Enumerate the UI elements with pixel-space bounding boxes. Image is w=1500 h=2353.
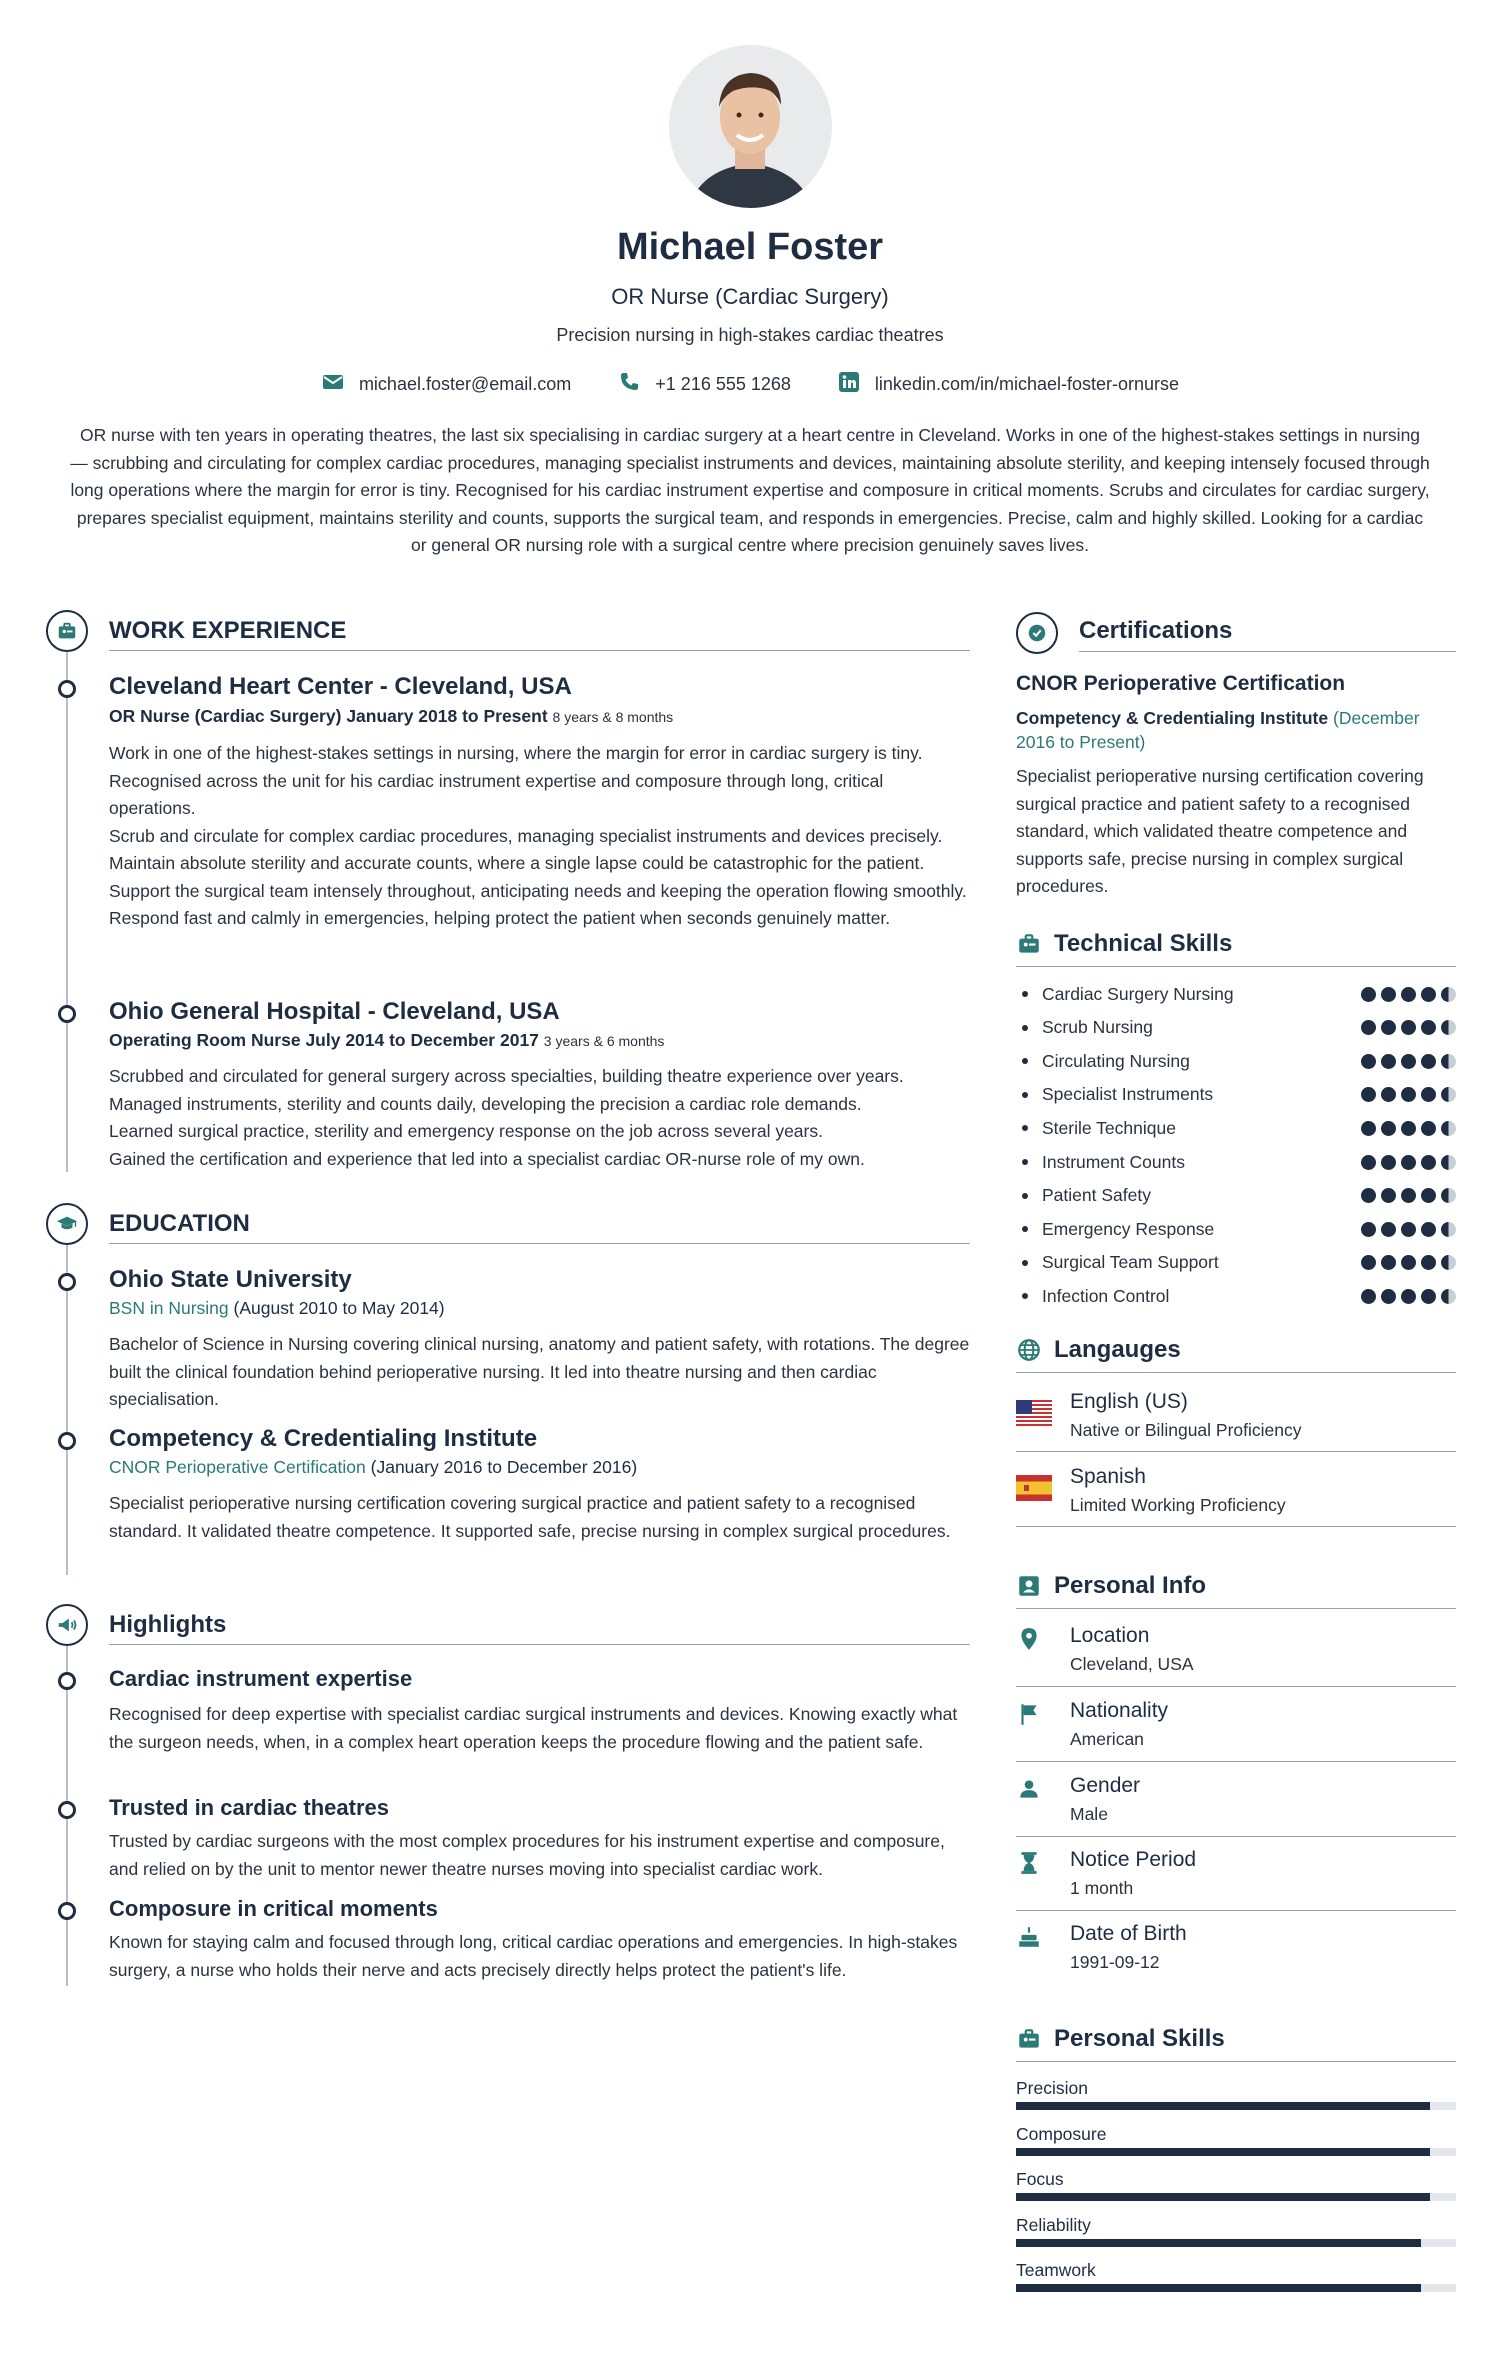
rating-dot xyxy=(1361,1121,1376,1136)
language-name: English (US) xyxy=(1070,1390,1188,1413)
technical-skill-row xyxy=(1016,982,1456,1006)
technical-skill-row xyxy=(1016,1049,1456,1073)
education-degree: BSN in Nursing xyxy=(109,1298,229,1318)
technical-skill-label: Circulating Nursing xyxy=(1042,1050,1190,1071)
rating-dot xyxy=(1441,1188,1456,1203)
technical-skill-label: Scrub Nursing xyxy=(1042,1017,1153,1038)
technical-skill-label: Cardiac Surgery Nursing xyxy=(1042,983,1234,1004)
job-bullet: Maintain absolute sterility and accurate counts, where a single lapse could be catastrophic for the patient. xyxy=(109,853,925,873)
certification-dates: (December 2016 to Present) xyxy=(1016,708,1420,752)
highlight-title: Composure in critical moments xyxy=(109,1896,438,1921)
phone-icon xyxy=(617,370,641,399)
personal-skill-label: Composure xyxy=(1016,2123,1107,2144)
rating-dot xyxy=(1381,1222,1396,1237)
bullet xyxy=(1022,1058,1028,1064)
rating-dot xyxy=(1401,1121,1416,1136)
spain-flag xyxy=(1016,1475,1052,1501)
skill-rating xyxy=(1361,987,1456,1002)
email-text[interactable]: michael.foster@email.com xyxy=(358,374,572,394)
bullet xyxy=(1022,1092,1028,1098)
job-bullet: Support the surgical team intensely throughout, anticipating needs and keeping the operation flowing smoothly. xyxy=(109,880,967,901)
contact-linkedin[interactable] xyxy=(837,370,1179,399)
rating-dot xyxy=(1401,1054,1416,1069)
rating-dot xyxy=(1421,1255,1436,1270)
job-company: Cleveland Heart Center - Cleveland, USA xyxy=(109,673,572,700)
personal-info-rule xyxy=(1016,1608,1456,1609)
personal-info-label: Notice Period xyxy=(1070,1848,1197,1871)
personal-info-label: Nationality xyxy=(1070,1699,1169,1722)
job-subline xyxy=(109,1030,664,1051)
technical-skill-label: Patient Safety xyxy=(1042,1185,1151,1206)
rating-dot xyxy=(1401,1087,1416,1102)
personal-skill-bar xyxy=(1016,2284,1456,2292)
job-duration: 3 years & 6 months xyxy=(543,1033,665,1049)
email-icon xyxy=(321,370,345,399)
language-level: Limited Working Proficiency xyxy=(1070,1495,1286,1515)
certification-issuer xyxy=(1016,706,1456,754)
contact-card-icon xyxy=(1016,1573,1042,1599)
phone-text[interactable]: +1 216 555 1268 xyxy=(655,374,791,394)
work-experience-heading: WORK EXPERIENCE xyxy=(109,617,347,644)
certification-name: CNOR Perioperative Certification xyxy=(1016,672,1346,695)
technical-skill-label: Infection Control xyxy=(1042,1285,1170,1306)
location-pin-icon xyxy=(1016,1626,1042,1652)
technical-skill-label: Instrument Counts xyxy=(1042,1151,1185,1172)
rating-dot xyxy=(1361,987,1376,1002)
rating-dot xyxy=(1401,1255,1416,1270)
divider xyxy=(1016,1836,1456,1837)
job-role: OR Nurse (Cardiac Surgery) xyxy=(109,706,342,726)
certification-description: Specialist perioperative nursing certification covering surgical practice and patient safety to a recognised standard, which validated theatre competence and supports safe, precise nursing in complex surgical procedures. xyxy=(1016,766,1424,896)
rating-dot xyxy=(1441,1255,1456,1270)
rating-dot xyxy=(1361,1255,1376,1270)
certifications-rule xyxy=(1079,651,1456,652)
work-experience-rule xyxy=(109,650,970,651)
job-role: Operating Room Nurse xyxy=(109,1030,301,1050)
technical-skill-label: Specialist Instruments xyxy=(1042,1084,1214,1105)
personal-skill-bar xyxy=(1016,2102,1456,2110)
personal-info-label: Date of Birth xyxy=(1070,1922,1187,1945)
personal-skill-bar xyxy=(1016,2148,1456,2156)
personal-info-value: American xyxy=(1070,1729,1144,1749)
personal-skill-label: Precision xyxy=(1016,2078,1088,2098)
personal-info-value: Cleveland, USA xyxy=(1070,1654,1194,1674)
skill-rating xyxy=(1361,1020,1456,1035)
job-title: OR Nurse (Cardiac Surgery) xyxy=(611,284,889,309)
languages-rule xyxy=(1016,1372,1456,1373)
timeline-dot xyxy=(58,1273,76,1291)
flag-icon xyxy=(1016,1701,1042,1727)
rating-dot xyxy=(1361,1020,1376,1035)
education-heading: EDUCATION xyxy=(109,1210,250,1237)
skill-rating xyxy=(1361,1289,1456,1304)
divider xyxy=(1016,1451,1456,1452)
skill-rating xyxy=(1361,1222,1456,1237)
rating-dot xyxy=(1421,1289,1436,1304)
bullet xyxy=(1022,1025,1028,1031)
technical-skill-row xyxy=(1016,1016,1456,1040)
technical-skills-heading: Technical Skills xyxy=(1054,930,1233,957)
rating-dot xyxy=(1381,1255,1396,1270)
rating-dot xyxy=(1361,1289,1376,1304)
rating-dot xyxy=(1381,1020,1396,1035)
job-dates: July 2014 to December 2017 xyxy=(305,1030,539,1050)
timeline-dot xyxy=(58,1801,76,1819)
contact-email[interactable] xyxy=(321,370,571,399)
rating-dot xyxy=(1441,1222,1456,1237)
job-description xyxy=(109,1063,970,1173)
highlight-title: Trusted in cardiac theatres xyxy=(109,1795,389,1820)
job-bullet: Gained the certification and experience that led into a specialist cardiac OR-nurse role of my own. xyxy=(109,1148,865,1169)
bullet xyxy=(1022,1125,1028,1131)
highlight-title: Cardiac instrument expertise xyxy=(109,1666,413,1691)
bullet xyxy=(1022,991,1028,997)
timeline-dot xyxy=(58,1672,76,1690)
personal-skill-label: Teamwork xyxy=(1016,2260,1096,2280)
personal-skill-bar xyxy=(1016,2239,1456,2247)
rating-dot xyxy=(1381,1121,1396,1136)
education-rule xyxy=(109,1243,970,1244)
technical-skill-label: Sterile Technique xyxy=(1042,1117,1176,1138)
education-school: Ohio State University xyxy=(109,1266,352,1293)
rating-dot xyxy=(1381,1054,1396,1069)
job-bullet: Respond fast and calmly in emergencies, helping protect the patient when seconds genuinely matter. xyxy=(109,908,891,928)
rating-dot xyxy=(1441,1087,1456,1102)
personal-info-label: Location xyxy=(1070,1624,1150,1647)
avatar xyxy=(669,45,832,208)
rating-dot xyxy=(1361,1087,1376,1102)
technical-skill-label: Surgical Team Support xyxy=(1042,1252,1219,1273)
rating-dot xyxy=(1421,987,1436,1002)
us-flag xyxy=(1016,1400,1052,1426)
highlight-text: Known for staying calm and focused through long, critical cardiac operations and emergencies. In high-stakes surgery, a nurse who holds their nerve and acts precisely directly helps protect the patient's life. xyxy=(109,1932,958,1980)
personal-skills-heading: Personal Skills xyxy=(1054,2025,1225,2052)
skill-rating xyxy=(1361,1255,1456,1270)
divider xyxy=(1016,1686,1456,1687)
rating-dot xyxy=(1401,1289,1416,1304)
rating-dot xyxy=(1401,1155,1416,1170)
rating-dot xyxy=(1401,987,1416,1002)
hourglass-icon xyxy=(1016,1850,1042,1876)
certifications-heading: Certifications xyxy=(1079,617,1233,644)
education-school: Competency & Credentialing Institute xyxy=(109,1425,538,1452)
rating-dot xyxy=(1361,1188,1376,1203)
technical-skills-rule xyxy=(1016,966,1456,967)
personal-info-value: 1991-09-12 xyxy=(1070,1952,1160,1972)
job-subline xyxy=(109,706,673,727)
timeline-dot xyxy=(58,1432,76,1450)
technical-skill-label: Emergency Response xyxy=(1042,1218,1215,1239)
personal-skill-bar-fill xyxy=(1016,2239,1421,2247)
certification-org: Competency & Credentialing Institute xyxy=(1016,708,1329,728)
rating-dot xyxy=(1381,1188,1396,1203)
rating-dot xyxy=(1421,1188,1436,1203)
personal-skill-bar-fill xyxy=(1016,2284,1421,2292)
job-bullet: Learned surgical practice, sterility and emergency response on the job across several years. xyxy=(109,1121,823,1141)
personal-info-label: Gender xyxy=(1070,1774,1141,1797)
divider xyxy=(1016,1910,1456,1911)
megaphone-icon xyxy=(46,1604,88,1646)
technical-skill-row xyxy=(1016,1083,1456,1107)
rating-dot xyxy=(1421,1121,1436,1136)
rating-dot xyxy=(1441,1121,1456,1136)
linkedin-icon xyxy=(837,370,861,399)
education-timeline xyxy=(66,1245,68,1575)
rating-dot xyxy=(1441,1020,1456,1035)
rating-dot xyxy=(1361,1155,1376,1170)
tagline: Precision nursing in high-stakes cardiac theatres xyxy=(556,325,944,345)
rating-dot xyxy=(1381,987,1396,1002)
language-level: Native or Bilingual Proficiency xyxy=(1070,1420,1302,1440)
rating-dot xyxy=(1441,1289,1456,1304)
rating-dot xyxy=(1401,1188,1416,1203)
personal-skill-bar-fill xyxy=(1016,2102,1430,2110)
cake-icon xyxy=(1016,1924,1042,1950)
technical-skill-row xyxy=(1016,1116,1456,1140)
rating-dot xyxy=(1361,1222,1376,1237)
rating-dot xyxy=(1441,1054,1456,1069)
education-description: Bachelor of Science in Nursing covering clinical nursing, anatomy and patient safety, with rotations. The degree built the clinical foundation behind perioperative nursing. It led into theatre nursing and then cardiac specialisation. xyxy=(109,1334,970,1409)
bullet xyxy=(1022,1226,1028,1232)
languages-heading: Langauges xyxy=(1054,1336,1181,1363)
education-subline xyxy=(109,1298,445,1319)
personal-info-value: 1 month xyxy=(1070,1878,1134,1898)
personal-info-value: Male xyxy=(1070,1804,1108,1824)
rating-dot xyxy=(1381,1087,1396,1102)
job-duration: 8 years & 8 months xyxy=(552,709,674,725)
skill-rating xyxy=(1361,1087,1456,1102)
skill-rating xyxy=(1361,1188,1456,1203)
rating-dot xyxy=(1421,1020,1436,1035)
skill-rating xyxy=(1361,1121,1456,1136)
rating-dot xyxy=(1441,1155,1456,1170)
rating-dot xyxy=(1361,1054,1376,1069)
highlight-text: Recognised for deep expertise with specialist cardiac surgical instruments and devices. Knowing exactly what the surgeon needs, when, in a complex heart operation keeps the procedure flowing and the patient safe. xyxy=(109,1704,958,1752)
skill-rating xyxy=(1361,1155,1456,1170)
contact-bar xyxy=(0,370,1500,399)
contact-phone[interactable] xyxy=(617,370,791,399)
personal-skill-label: Focus xyxy=(1016,2169,1064,2189)
job-description xyxy=(109,740,970,933)
rating-dot xyxy=(1381,1289,1396,1304)
job-bullet: Scrubbed and circulated for general surgery across specialties, building theatre experience over years. xyxy=(109,1066,904,1086)
candidate-name: Michael Foster xyxy=(616,226,884,268)
language-name: Spanish xyxy=(1070,1465,1146,1488)
education-dates: (January 2016 to December 2016) xyxy=(370,1457,638,1477)
job-bullet: Work in one of the highest-stakes settings in nursing, where the margin for error in cardiac surgery is tiny. Recognised across the unit for his cardiac instrument expertise and composure through long, critical operations. xyxy=(109,743,923,818)
certificate-badge-icon xyxy=(1016,612,1058,654)
personal-skill-bar-fill xyxy=(1016,2148,1430,2156)
technical-skill-row xyxy=(1016,1251,1456,1275)
personal-info-heading: Personal Info xyxy=(1054,1572,1207,1599)
bullet xyxy=(1022,1193,1028,1199)
graduation-cap-icon xyxy=(46,1203,88,1245)
highlights-rule xyxy=(109,1644,970,1645)
divider xyxy=(1016,1526,1456,1527)
bullet xyxy=(1022,1293,1028,1299)
rating-dot xyxy=(1381,1155,1396,1170)
skill-rating xyxy=(1361,1054,1456,1069)
highlights-heading: Highlights xyxy=(109,1611,227,1638)
personal-skill-label: Reliability xyxy=(1016,2214,1091,2235)
technical-skill-row xyxy=(1016,1184,1456,1208)
highlight-text: Trusted by cardiac surgeons with the most complex procedures for his instrument expertise and composure, and relied on by the unit to mentor newer theatre nurses moving into specialist cardiac work. xyxy=(109,1831,945,1879)
globe-icon xyxy=(1016,1337,1042,1363)
rating-dot xyxy=(1421,1054,1436,1069)
profile-summary: OR nurse with ten years in operating theatres, the last six specialising in cardiac surgery at a heart centre in Cleveland. Works in one of the highest-stakes settings in nursing — scrubbing and circulating for complex cardiac procedures, managing specialist instruments and devices, maintaining absolute sterility, and keeping intensely focused through long operations where the margin for error is tiny. Recognised for his cardiac instrument expertise and composure in critical moments. Scrubs and circulates for cardiac surgery, prepares specialist equipment, maintains sterility and counts, supports the surgical team, and responds in emergencies. Precise, calm and highly skilled. Looking for a cardiac or general OR nursing role with a surgical centre where precision genuinely saves lives. xyxy=(70,425,1430,555)
work-timeline xyxy=(66,652,68,1172)
briefcase-icon xyxy=(1016,931,1042,957)
timeline-dot xyxy=(58,680,76,698)
technical-skill-row xyxy=(1016,1217,1456,1241)
bullet xyxy=(1022,1159,1028,1165)
timeline-dot xyxy=(58,1902,76,1920)
timeline-dot xyxy=(58,1005,76,1023)
education-description: Specialist perioperative nursing certification covering surgical practice and patient safety to a recognised standard. It validated theatre competence. It supported safe, precise nursing in complex surgical procedures. xyxy=(109,1493,951,1541)
personal-skill-bar-fill xyxy=(1016,2193,1430,2201)
rating-dot xyxy=(1401,1020,1416,1035)
job-bullet: Managed instruments, sterility and counts daily, developing the precision a cardiac role demands. xyxy=(109,1093,862,1114)
rating-dot xyxy=(1401,1222,1416,1237)
job-company: Ohio General Hospital - Cleveland, USA xyxy=(109,998,560,1025)
education-dates: (August 2010 to May 2014) xyxy=(233,1298,445,1318)
job-dates: January 2018 to Present xyxy=(346,706,548,726)
divider xyxy=(1016,1761,1456,1762)
rating-dot xyxy=(1441,987,1456,1002)
rating-dot xyxy=(1421,1222,1436,1237)
personal-skills-rule xyxy=(1016,2061,1456,2062)
personal-skill-bar xyxy=(1016,2193,1456,2201)
briefcase-icon xyxy=(1016,2026,1042,2052)
bullet xyxy=(1022,1260,1028,1266)
technical-skill-row xyxy=(1016,1284,1456,1308)
rating-dot xyxy=(1421,1087,1436,1102)
job-bullet: Scrub and circulate for complex cardiac procedures, managing specialist instruments and devices precisely. xyxy=(109,825,943,846)
briefcase-icon xyxy=(46,610,88,652)
technical-skill-row xyxy=(1016,1150,1456,1174)
education-degree: CNOR Perioperative Certification xyxy=(109,1457,366,1477)
rating-dot xyxy=(1421,1155,1436,1170)
linkedin-text[interactable]: linkedin.com/in/michael-foster-ornurse xyxy=(874,374,1180,394)
person-icon xyxy=(1016,1776,1042,1802)
education-subline xyxy=(109,1457,637,1478)
